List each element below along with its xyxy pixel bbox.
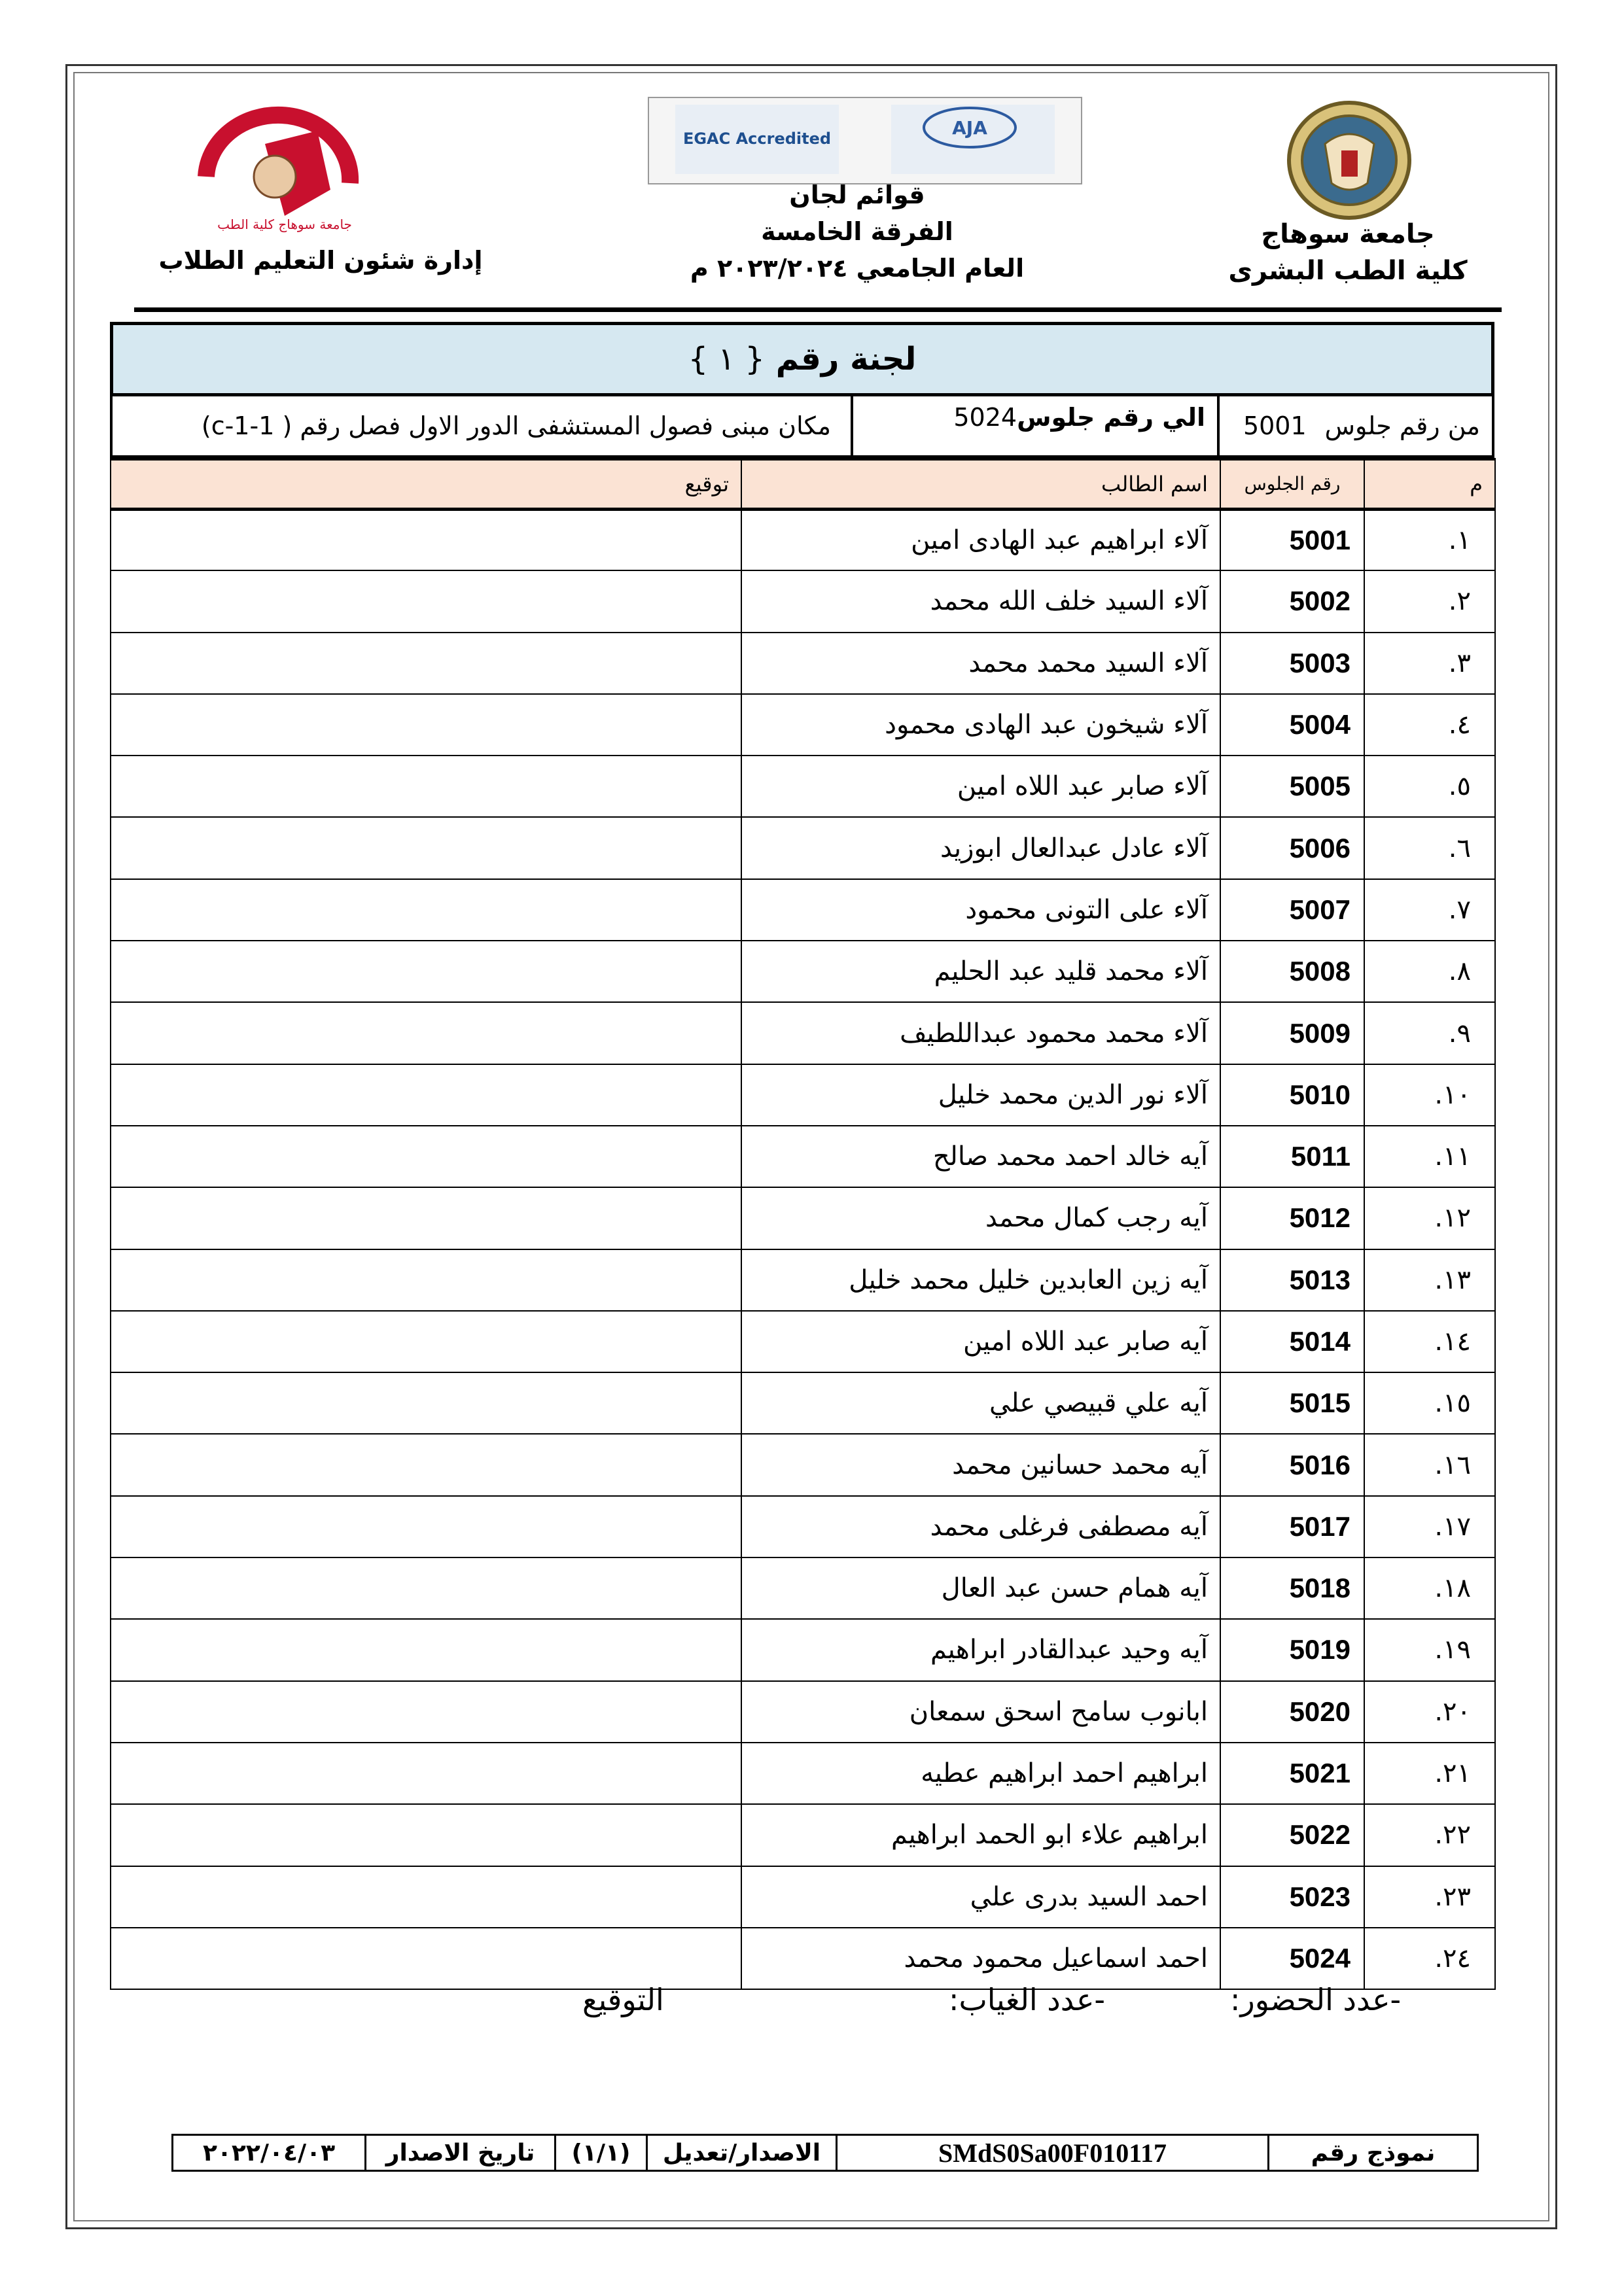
row-number: ١٣. [1364, 1249, 1495, 1311]
logo-center-left-text: EGAC Accredited [682, 130, 832, 148]
table-row [111, 879, 1495, 941]
student-name: ابراهيم علاء ابو الحمد ابراهيم [741, 1804, 1220, 1866]
row-number: ٢٣. [1364, 1866, 1495, 1928]
table-row [111, 1619, 1495, 1680]
table-row [111, 1804, 1495, 1866]
seat-number: 5004 [1220, 694, 1364, 756]
header-university [1210, 216, 1485, 289]
table-row [111, 817, 1495, 878]
row-number: ١٨. [1364, 1557, 1495, 1619]
student-name: آلاء ابراهيم عبد الهادى امين [741, 509, 1220, 570]
table-row [111, 1681, 1495, 1743]
signature-cell [111, 1557, 741, 1619]
signature-cell [111, 1928, 741, 1989]
table-row [111, 756, 1495, 817]
table-row [111, 1434, 1495, 1495]
header-divider [134, 307, 1502, 312]
row-number: ٩. [1364, 1002, 1495, 1064]
student-name: آلاء صابر عبد اللاه امين [741, 756, 1220, 817]
from-value: 5001 [1243, 411, 1307, 440]
seat-number: 5016 [1220, 1434, 1364, 1495]
to-label: الي رقم جلوس [1017, 403, 1205, 432]
issue-date-label: تاريخ الاصدار [364, 2136, 554, 2170]
seat-number: 5006 [1220, 817, 1364, 878]
seat-number: 5023 [1220, 1866, 1364, 1928]
seat-number: 5019 [1220, 1619, 1364, 1680]
header-center [654, 177, 1060, 287]
signature-cell [111, 756, 741, 817]
signature-cell [111, 1619, 741, 1680]
table-row [111, 633, 1495, 694]
table-row [111, 1064, 1495, 1126]
header-seat: رقم الجلوس [1220, 459, 1364, 509]
signature-cell [111, 1681, 741, 1743]
table-row [111, 1249, 1495, 1311]
student-name: آيه زين العابدين خليل محمد خليل [741, 1249, 1220, 1311]
form-label: نموذج رقم [1267, 2136, 1477, 2170]
table-row [111, 1372, 1495, 1434]
university-name: جامعة سوهاج [1261, 219, 1435, 249]
signature-cell [111, 941, 741, 1002]
header-sign: توقيع [111, 459, 741, 509]
signature-cell [111, 509, 741, 570]
table-header-row [111, 459, 1495, 509]
absent-count-label: -عدد الغياب: [949, 1982, 1105, 2017]
row-number: ٥. [1364, 756, 1495, 817]
lists-title: قوائم لجان [789, 181, 925, 209]
to-value: 5024 [953, 403, 1017, 432]
student-name: آيه خالد احمد محمد صالح [741, 1126, 1220, 1187]
present-count-label: -عدد الحضور: [1230, 1982, 1402, 2017]
row-number: ١. [1364, 509, 1495, 570]
signature-cell [111, 1804, 741, 1866]
row-number: ١٩. [1364, 1619, 1495, 1680]
university-seal-logo [1286, 98, 1413, 222]
signature-cell [111, 817, 741, 878]
table-row [111, 1866, 1495, 1928]
header-num: م [1364, 459, 1495, 509]
table-row [111, 1311, 1495, 1372]
seat-number: 5002 [1220, 570, 1364, 632]
form-number: SMdS0Sa00F010117 [836, 2136, 1267, 2170]
signature-cell [111, 1434, 741, 1495]
year-group: الفرقة الخامسة [761, 217, 953, 246]
row-number: ٢٠. [1364, 1681, 1495, 1743]
row-number: ١٤. [1364, 1311, 1495, 1372]
seat-number: 5007 [1220, 879, 1364, 941]
department-name: إدارة شئون التعليم الطلاب [158, 246, 483, 275]
signature-cell [111, 1311, 741, 1372]
student-name: آيه همام حسن عبد العال [741, 1557, 1220, 1619]
accreditation-logos [648, 97, 1082, 184]
signature-cell [111, 1126, 741, 1187]
student-name: آيه محمد حسانين محمد [741, 1434, 1220, 1495]
issue-label: الاصدار/تعديل [646, 2136, 836, 2170]
exam-place: مكان مبنى فصول المستشفى الدور الاول فصل رقم ( c-1-1) [201, 411, 831, 440]
table-row [111, 1928, 1495, 1989]
student-name: آيه صابر عبد اللاه امين [741, 1311, 1220, 1372]
row-number: ٢. [1364, 570, 1495, 632]
table-row [111, 1743, 1495, 1804]
signature-cell [111, 694, 741, 756]
student-name: آلاء شيخون عبد الهادى محمود [741, 694, 1220, 756]
from-label: من رقم جلوس [1324, 411, 1480, 440]
table-row [111, 694, 1495, 756]
table-row [111, 509, 1495, 570]
student-name: آلاء السيد محمد محمد [741, 633, 1220, 694]
students-table [110, 458, 1496, 1990]
logo-left-text: جامعة سوهاج كلية الطب [217, 217, 352, 232]
signature-cell [111, 879, 741, 941]
signature-cell [111, 1002, 741, 1064]
seat-number: 5022 [1220, 1804, 1364, 1866]
row-number: ٢٢. [1364, 1804, 1495, 1866]
seat-range-to [851, 396, 1217, 455]
row-number: ١٧. [1364, 1496, 1495, 1557]
committee-label: لجنة رقم [775, 341, 917, 377]
student-name: آلاء نور الدين محمد خليل [741, 1064, 1220, 1126]
table-row [111, 1557, 1495, 1619]
signature-cell [111, 1372, 741, 1434]
row-number: ١١. [1364, 1126, 1495, 1187]
form-footer [171, 2134, 1479, 2172]
seat-number: 5024 [1220, 1928, 1364, 1989]
student-name: آلاء محمد محمود عبداللطيف [741, 1002, 1220, 1064]
table-row [111, 1187, 1495, 1249]
row-number: ٣. [1364, 633, 1495, 694]
table-row [111, 1496, 1495, 1557]
signature-cell [111, 1866, 741, 1928]
seat-number: 5013 [1220, 1249, 1364, 1311]
row-number: ٦. [1364, 817, 1495, 878]
seat-number: 5001 [1220, 509, 1364, 570]
seat-number: 5018 [1220, 1557, 1364, 1619]
row-number: ٢١. [1364, 1743, 1495, 1804]
accreditation-icon [649, 98, 1078, 181]
signature-cell [111, 1743, 741, 1804]
seat-number: 5008 [1220, 941, 1364, 1002]
seat-number: 5020 [1220, 1681, 1364, 1743]
student-name: آلاء محمد قليد عبد الحليم [741, 941, 1220, 1002]
student-name: احمد السيد بدرى علي [741, 1866, 1220, 1928]
signature-cell [111, 633, 741, 694]
signature-cell [111, 1187, 741, 1249]
table-row [111, 570, 1495, 632]
student-name: آيه علي قبيصي علي [741, 1372, 1220, 1434]
committee-number: { ١ } [688, 341, 765, 377]
issue-date-value: ٢٠٢٢/٠٤/٠٣ [202, 2139, 336, 2166]
faculty-name: كلية الطب البشرى [1228, 256, 1468, 286]
student-name: آيه وحيد عبدالقادر ابراهيم [741, 1619, 1220, 1680]
academic-year: العام الجامعي ٢٠٢٣/٢٠٢٤ م [690, 254, 1025, 283]
signature-cell [111, 1064, 741, 1126]
seat-number: 5005 [1220, 756, 1364, 817]
student-name: ابراهيم احمد ابراهيم عطيه [741, 1743, 1220, 1804]
seat-number: 5017 [1220, 1496, 1364, 1557]
student-name: آلاء على التونى محمود [741, 879, 1220, 941]
seat-number: 5014 [1220, 1311, 1364, 1372]
seat-number: 5021 [1220, 1743, 1364, 1804]
student-name: ابانوب سامح اسحق سمعان [741, 1681, 1220, 1743]
row-number: ٨. [1364, 941, 1495, 1002]
student-name: احمد اسماعيل محمود محمد [741, 1928, 1220, 1989]
row-number: ٤. [1364, 694, 1495, 756]
table-row [111, 1126, 1495, 1187]
table-row [111, 1002, 1495, 1064]
student-name: آيه رجب كمال محمد [741, 1187, 1220, 1249]
seat-number: 5012 [1220, 1187, 1364, 1249]
signature-label: التوقيع [582, 1982, 664, 2017]
faculty-logo [167, 105, 402, 235]
row-number: ١٢. [1364, 1187, 1495, 1249]
row-number: ١٦. [1364, 1434, 1495, 1495]
seat-number: 5003 [1220, 633, 1364, 694]
student-name: آلاء السيد خلف الله محمد [741, 570, 1220, 632]
signature-cell [111, 1249, 741, 1311]
logo-center-right-text: AJA [952, 117, 987, 139]
seat-number: 5010 [1220, 1064, 1364, 1126]
row-number: ١٥. [1364, 1372, 1495, 1434]
signature-cell [111, 1496, 741, 1557]
header-name: اسم الطالب [741, 459, 1220, 509]
committee-info-row [110, 396, 1494, 458]
committee-title [110, 322, 1494, 396]
signature-cell [111, 570, 741, 632]
row-number: ٧. [1364, 879, 1495, 941]
seat-number: 5015 [1220, 1372, 1364, 1434]
seat-range-from [1217, 396, 1492, 455]
seat-number: 5009 [1220, 1002, 1364, 1064]
row-number: ٢٤. [1364, 1928, 1495, 1989]
table-row [111, 941, 1495, 1002]
seat-number: 5011 [1220, 1126, 1364, 1187]
issue-value: (١/١) [554, 2136, 646, 2170]
student-name: آلاء عادل عبدالعال ابوزيد [741, 817, 1220, 878]
student-name: آيه مصطفى فرغلى محمد [741, 1496, 1220, 1557]
row-number: ١٠. [1364, 1064, 1495, 1126]
